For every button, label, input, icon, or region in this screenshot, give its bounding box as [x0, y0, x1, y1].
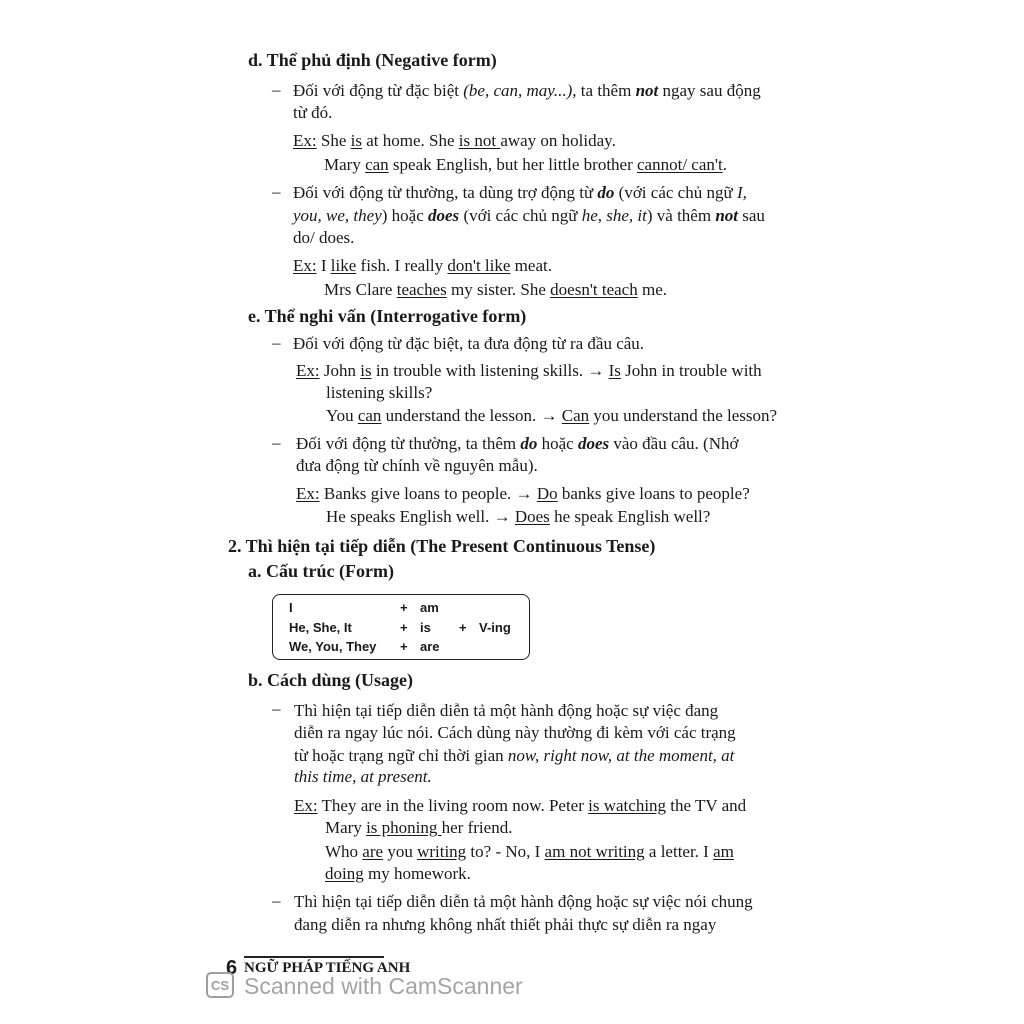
e-item1: Đối với động từ đặc biệt, ta đưa động từ ra đầu câu. [293, 334, 645, 353]
form-plus: + [400, 639, 408, 654]
usage-item1-line2: diễn ra ngay lúc nói. Cách dùng này thường đi kèm với các trạng [294, 723, 736, 742]
e-example2: You can understand the lesson. → Can you understand the lesson? [326, 406, 778, 425]
form-plus: + [400, 620, 408, 635]
bullet-dash: – [272, 182, 281, 201]
usage-example4: doing my homework. [325, 864, 471, 883]
usage-item2-line2: đang diễn ra nhưng không nhất thiết phải thực sự diễn ra ngay [294, 915, 717, 934]
section-2-heading: 2. Thì hiện tại tiếp diễn (The Present Continuous Tense) [228, 536, 656, 556]
d-example4: Mrs Clare teaches my sister. She doesn't teach me. [324, 280, 668, 299]
d-example3: Ex: I like fish. I really don't like meat. [293, 256, 552, 275]
e-example1-line2: listening skills? [326, 383, 433, 402]
d-item2-line1: Đối với động từ thường, ta dùng trợ động từ do (với các chủ ngữ I, [293, 183, 747, 202]
ex-label: Ex: [293, 256, 317, 275]
d-item1-line2: từ đó. [293, 103, 333, 122]
book-title: NGỮ PHÁP TIẾNG ANH [244, 960, 411, 976]
form-verb-is: is [420, 620, 431, 635]
bullet-dash: – [272, 333, 281, 352]
usage-item1-line3: từ hoặc trạng ngữ chỉ thời gian now, right now, at the moment, at [294, 746, 735, 765]
ex-label: Ex: [296, 361, 320, 380]
form-verb-are: are [420, 639, 440, 654]
bullet-dash: – [272, 699, 281, 718]
d-item2-line2: you, we, they) hoặc does (với các chủ ngữ he, she, it) và thêm not sau [293, 206, 765, 225]
e-example3: Ex: Banks give loans to people. → Do banks give loans to people? [296, 484, 750, 503]
usage-item1-line4: this time, at present. [294, 767, 432, 786]
usage-item2-line1: Thì hiện tại tiếp diễn diễn tả một hành động hoặc sự việc nói chung [294, 892, 753, 911]
page-number: 6 [226, 957, 238, 979]
usage-example2: Mary is phoning her friend. [325, 818, 513, 837]
ex-label: Ex: [294, 796, 318, 815]
ex-label: Ex: [296, 484, 320, 503]
form-ving: V-ing [479, 620, 511, 635]
usage-example3: Who are you writing to? - No, I am not writing a letter. I am [325, 842, 734, 861]
e-example1: Ex: John is in trouble with listening skills. → Is John in trouble with [296, 361, 762, 380]
bullet-dash: – [272, 433, 281, 452]
section-e-heading: e. Thể nghi vấn (Interrogative form) [248, 306, 527, 326]
form-subject-we-you-they: We, You, They [289, 639, 377, 654]
bullet-dash: – [272, 80, 281, 99]
form-subject-i: I [289, 600, 293, 615]
form-plus: + [459, 620, 467, 635]
form-subheading: a. Cấu trúc (Form) [248, 561, 394, 581]
camscanner-logo-icon: CS [206, 972, 234, 998]
usage-subheading: b. Cách dùng (Usage) [248, 670, 414, 690]
ex-label: Ex: [293, 131, 317, 150]
usage-example1: Ex: They are in the living room now. Peter is watching the TV and [294, 796, 747, 815]
d-example1: Ex: She is at home. She is not away on holiday. [293, 131, 616, 150]
d-item1-line1: Đối với động từ đặc biệt (be, can, may...), ta thêm not ngay sau động [293, 81, 761, 100]
form-subject-he-she-it: He, She, It [289, 620, 352, 635]
camscanner-watermark: Scanned with CamScanner [244, 973, 523, 999]
e-example4: He speaks English well. → Does he speak English well? [326, 507, 711, 526]
form-plus: + [400, 600, 408, 615]
footer-rule [244, 956, 384, 958]
d-item2-line3: do/ does. [293, 228, 355, 247]
bullet-dash: – [272, 891, 281, 910]
section-d-heading: d. Thể phủ định (Negative form) [248, 50, 497, 70]
usage-item1-line1: Thì hiện tại tiếp diễn diễn tả một hành động hoặc sự việc đang [294, 701, 719, 720]
e-item2-line1: Đối với động từ thường, ta thêm do hoặc does vào đầu câu. (Nhớ [296, 434, 739, 453]
d-example2: Mary can speak English, but her little brother cannot/ can't. [324, 155, 727, 174]
form-verb-am: am [420, 600, 439, 615]
form-structure-box [272, 594, 530, 660]
e-item2-line2: đưa động từ chính về nguyên mẫu). [296, 456, 538, 475]
